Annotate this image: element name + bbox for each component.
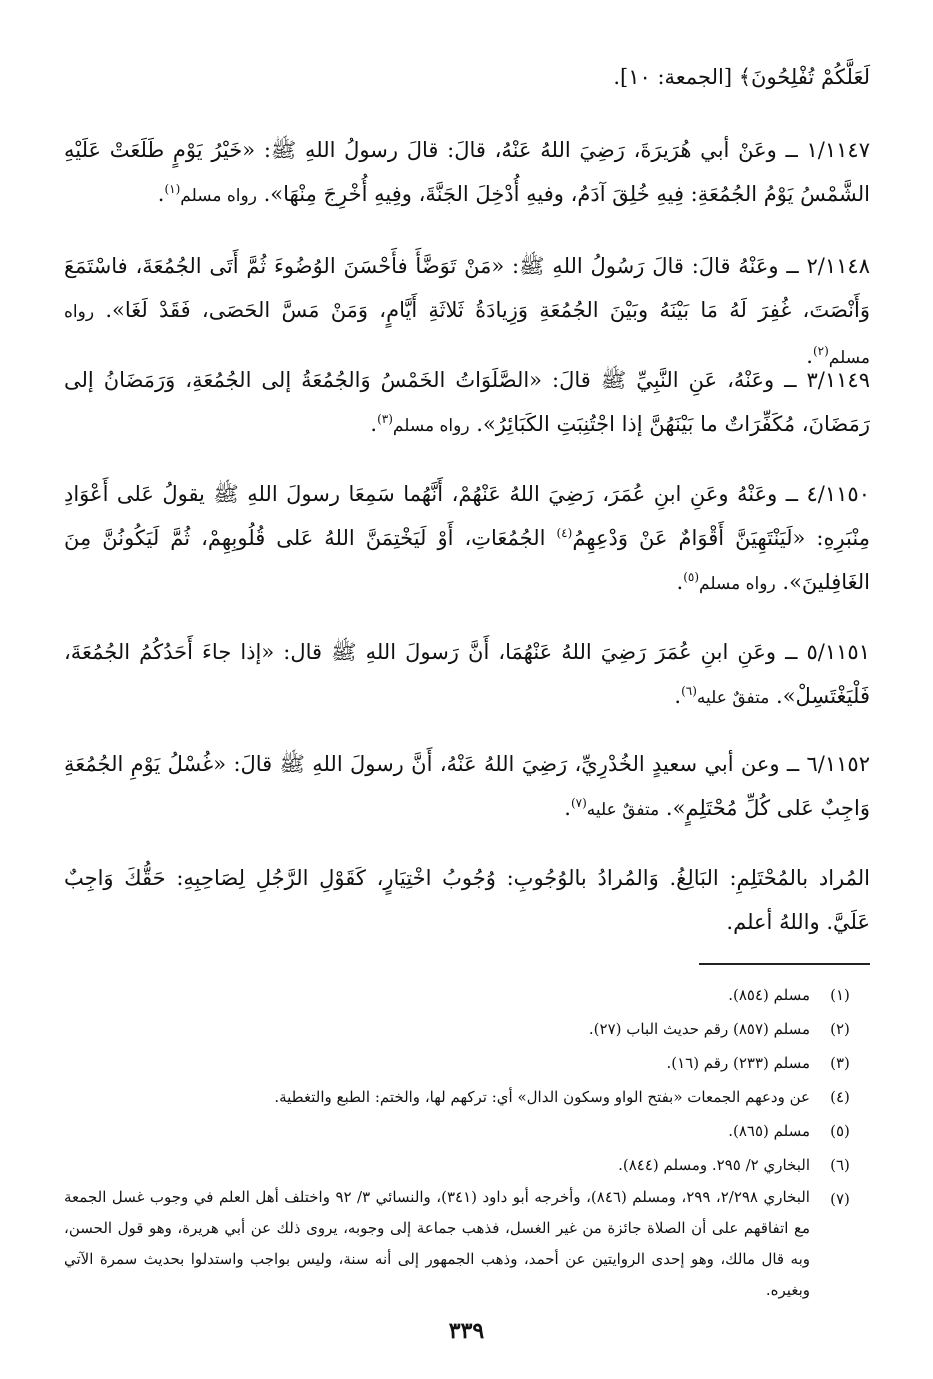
- hadith-1149: ٣/١١٤٩ ــ وعَنْهُ، عَنِ النَّبِيِّ ﷺ قالَ: «الصَّلَوَاتُ الخَمْسُ وَالجُمُعَةُ إلى الجُمُعَةِ، وَرَمَضَانُ إلى رَمَضَانَ، مُكَفِّرَاتٌ ما بَيْنَهُنَّ إذا اجْتُنِبَتِ الكَبَائِرُ». رواه مسلم$^{(٣)}$.: [64, 368, 870, 436]
- hadith-number: ٥/١١٥١: [806, 640, 870, 664]
- footnote-number: (٣): [830, 1054, 850, 1072]
- hadith-text: ــ وعَنْ أبي هُرَيرَةَ، رَضِيَ اللهُ عَنْهُ، قالَ: قالَ رسولُ اللهِ ﷺ: «خَيْرُ يَوْمٍ طَلَعَتْ عَلَيْهِ الشَّمْسُ يَوْمُ الجُمُعَةِ: فِيهِ خُلِقَ آدَمُ، وفيهِ أُدْخِلَ الجَنَّةَ، وفِيهِ أُخْرِجَ مِنْهَا».: [64, 138, 870, 206]
- footnote-text: مسلم (٢٣٣) رقم (١٦).: [666, 1054, 810, 1072]
- explanatory-note: المُراد بالمُحْتَلِمِ: البَالِغُ. وَالمُرادُ بالوُجُوبِ: وُجُوبُ اخْتِيَارٍ، كَقَوْلِ الرَّجُلِ لِصَاحِبِهِ: حَقُّكَ وَاجِبٌ عَلَيَّ. واللهُ أعلم.: [64, 866, 870, 934]
- footnote-number: (٥): [830, 1122, 850, 1140]
- hadith-source: رواه مسلم: [392, 416, 470, 436]
- footnote-4: [64, 1080, 870, 1114]
- hadith-source: متفقٌ عليه: [696, 688, 770, 708]
- footnote-text: مسلم (٨٥٤).: [728, 986, 810, 1004]
- footnote-1: [64, 978, 870, 1012]
- footnote-number: (٦): [830, 1156, 850, 1174]
- hadith-text: ــ وعَنِ ابنِ عُمَرَ رَضِيَ اللهُ عَنْهُمَا، أَنَّ رَسولَ اللهِ ﷺ قال: «إذا جاءَ أَحَدُكُمُ الجُمُعَةَ، فَلْيَغْتَسِلْ».: [64, 640, 870, 708]
- footnote-marker: (٢): [812, 344, 829, 358]
- intro-line: لَعَلَّكُمْ تُفْلِحُونَ﴾ [الجمعة: ١٠].: [613, 65, 870, 89]
- hadith-source: رواه مسلم: [180, 186, 257, 206]
- footnotes: [64, 978, 870, 1306]
- hadith-source: رواه مسلم: [699, 574, 776, 594]
- footnote-number: (٢): [830, 1020, 850, 1038]
- hadith-1152: ٦/١١٥٢ ــ وعن أبي سعيدٍ الخُدْرِيِّ، رَضِيَ اللهُ عَنْهُ، أَنَّ رسولَ اللهِ ﷺ قالَ: «غُسْلُ يَوْمِ الجُمُعَةِ وَاجِبٌ عَلى كُلِّ مُحْتَلِمٍ». متفقٌ عليه$^{(٧)}$.: [64, 752, 870, 820]
- footnote-text: البخاري ٢/ ٢٩٥. ومسلم (٨٤٤).: [618, 1156, 810, 1174]
- hadith-number: ٢/١١٤٨: [806, 254, 870, 278]
- hadith-text: ــ وعن أبي سعيدٍ الخُدْرِيِّ، رَضِيَ اللهُ عَنْهُ، أَنَّ رسولَ اللهِ ﷺ قالَ: «غُسْلُ يَوْمِ الجُمُعَةِ وَاجِبٌ عَلى كُلِّ مُحْتَلِمٍ».: [64, 752, 870, 820]
- footnote-marker: (٤): [556, 526, 573, 540]
- footnote-6: [64, 1148, 870, 1182]
- footnote-text: البخاري ٢/٢٩٨، ٢٩٩، ومسلم (٨٤٦)، وأخرجه أبو داود (٣٤١)، والنسائي ٣/ ٩٢ واختلف أهل العلم في وجوب غسل الجمعة مع اتفاقهم على أن الصلاة جائزة من غير الغسل، فذهب جماعة إلى وجوبه، يروى ذلك عن أبي هريرة، وهو قول الحسن، وبه قال مالك، وهو إحدى الروايتين عن أحمد، وذهب الجمهور إلى أنه سنة، وليس بواجب واستدلوا بحديث سمرة الآتي وبغيره.: [64, 1188, 810, 1299]
- footnote-5: [64, 1114, 870, 1148]
- hadith-1148: ٢/١١٤٨ ــ وعَنْهُ قالَ: قالَ رَسُولُ اللهِ ﷺ: «مَنْ تَوَضَّأَ فأَحْسَنَ الوُضُوءَ ثُمَّ أَتَى الجُمُعَةَ، فاسْتَمَعَ وَأَنْصَتَ، غُفِرَ لَهُ مَا بَيْنَهُ وبَيْنَ الجُمُعَةِ وَزِيادَةُ ثَلاثَةِ أَيَّامٍ، وَمَنْ مَسَّ الحَصَى، فَقَدْ لَغَا». رواه مسلم$^{(٢)}$.: [64, 254, 870, 368]
- page-number: ٣٣٩: [448, 1318, 485, 1344]
- footnote-number: (٧): [830, 1190, 850, 1208]
- hadith-number: ١/١١٤٧: [806, 138, 870, 162]
- footnote-marker: (٥): [683, 570, 700, 584]
- hadith-source: متفقٌ عليه: [586, 800, 660, 820]
- footnote-7: [64, 1182, 870, 1306]
- footnote-text: مسلم (٨٥٧) رقم حديث الباب (٢٧).: [588, 1020, 810, 1038]
- hadith-text-continued: الجُمُعَاتِ، أَوْ لَيَخْتِمَنَّ اللهُ عَلى قُلُوبِهِمْ، ثُمَّ لَيَكُونُنَّ مِنَ الغَافِلينَ».: [64, 526, 870, 594]
- footnote-number: (٤): [830, 1088, 850, 1106]
- hadith-1147: ١/١١٤٧ ــ وعَنْ أبي هُرَيرَةَ، رَضِيَ اللهُ عَنْهُ، قالَ: قالَ رسولُ اللهِ ﷺ: «خَيْرُ يَوْمٍ طَلَعَتْ عَلَيْهِ الشَّمْسُ يَوْمُ الجُمُعَةِ: فِيهِ خُلِقَ آدَمُ، وفيهِ أُدْخِلَ الجَنَّةَ، وفِيهِ أُخْرِجَ مِنْهَا». رواه مسلم$^{(١)}$.: [64, 138, 870, 206]
- footnote-separator: [699, 963, 870, 965]
- footnote-marker: (١): [164, 182, 181, 196]
- hadith-text: ــ وعَنْهُ، عَنِ النَّبِيِّ ﷺ قالَ: «الصَّلَوَاتُ الخَمْسُ وَالجُمُعَةُ إلى الجُمُعَةِ، وَرَمَضَانُ إلى رَمَضَانَ، مُكَفِّرَاتٌ ما بَيْنَهُنَّ إذا اجْتُنِبَتِ الكَبَائِرُ».: [64, 368, 870, 436]
- hadith-1150: ٤/١١٥٠ ــ وعَنْهُ وعَنِ ابنِ عُمَرَ، رَضِيَ اللهُ عَنْهُمْ، أَنَّهُما سَمِعَا رسولَ اللهِ ﷺ يقولُ عَلى أَعْوَادِ مِنْبَرِهِ: «لَيَنْتَهِيَنَّ أَقْوَامٌ عَنْ وَدْعِهِمُ$^{(٤)}$ الجُمُعَاتِ، أَوْ لَيَخْتِمَنَّ اللهُ عَلى قُلُوبِهِمْ، ثُمَّ لَيَكُونُنَّ مِنَ الغَافِلينَ». رواه مسلم$^{(٥)}$.: [64, 482, 870, 594]
- hadith-1151: ٥/١١٥١ ــ وعَنِ ابنِ عُمَرَ رَضِيَ اللهُ عَنْهُمَا، أَنَّ رَسولَ اللهِ ﷺ قال: «إذا جاءَ أَحَدُكُمُ الجُمُعَةَ، فَلْيَغْتَسِلْ». متفقٌ عليه$^{(٦)}$.: [64, 640, 870, 708]
- footnote-text: عن ودعهم الجمعات «بفتح الواو وسكون الدال» أي: تركهم لها، والختم: الطبع والتغطية.: [274, 1088, 810, 1106]
- footnote-text: مسلم (٨٦٥).: [728, 1122, 810, 1140]
- hadith-number: ٣/١١٤٩: [806, 368, 870, 392]
- hadith-number: ٤/١١٥٠: [806, 482, 870, 506]
- hadith-text: ــ وعَنْهُ قالَ: قالَ رَسُولُ اللهِ ﷺ: «مَنْ تَوَضَّأَ فأَحْسَنَ الوُضُوءَ ثُمَّ أَتَى الجُمُعَةَ، فاسْتَمَعَ وَأَنْصَتَ، غُفِرَ لَهُ مَا بَيْنَهُ وبَيْنَ الجُمُعَةِ وَزِيادَةُ ثَلاثَةِ أَيَّامٍ، وَمَنْ مَسَّ الحَصَى، فَقَدْ لَغَا».: [64, 254, 870, 322]
- footnote-3: [64, 1046, 870, 1080]
- footnote-number: (١): [830, 986, 850, 1004]
- footnote-marker: (٦): [681, 684, 697, 698]
- footnote-marker: (٣): [377, 412, 393, 426]
- hadith-text: ــ وعَنْهُ وعَنِ ابنِ عُمَرَ، رَضِيَ اللهُ عَنْهُمْ، أَنَّهُما سَمِعَا رسولَ اللهِ ﷺ يقولُ عَلى أَعْوَادِ مِنْبَرِهِ: «لَيَنْتَهِيَنَّ أَقْوَامٌ عَنْ وَدْعِهِمُ: [64, 482, 870, 550]
- hadith-source: رواه مسلم: [64, 302, 870, 368]
- hadith-number: ٦/١١٥٢: [806, 752, 870, 776]
- footnote-2: [64, 1012, 870, 1046]
- footnote-marker: (٧): [570, 796, 587, 810]
